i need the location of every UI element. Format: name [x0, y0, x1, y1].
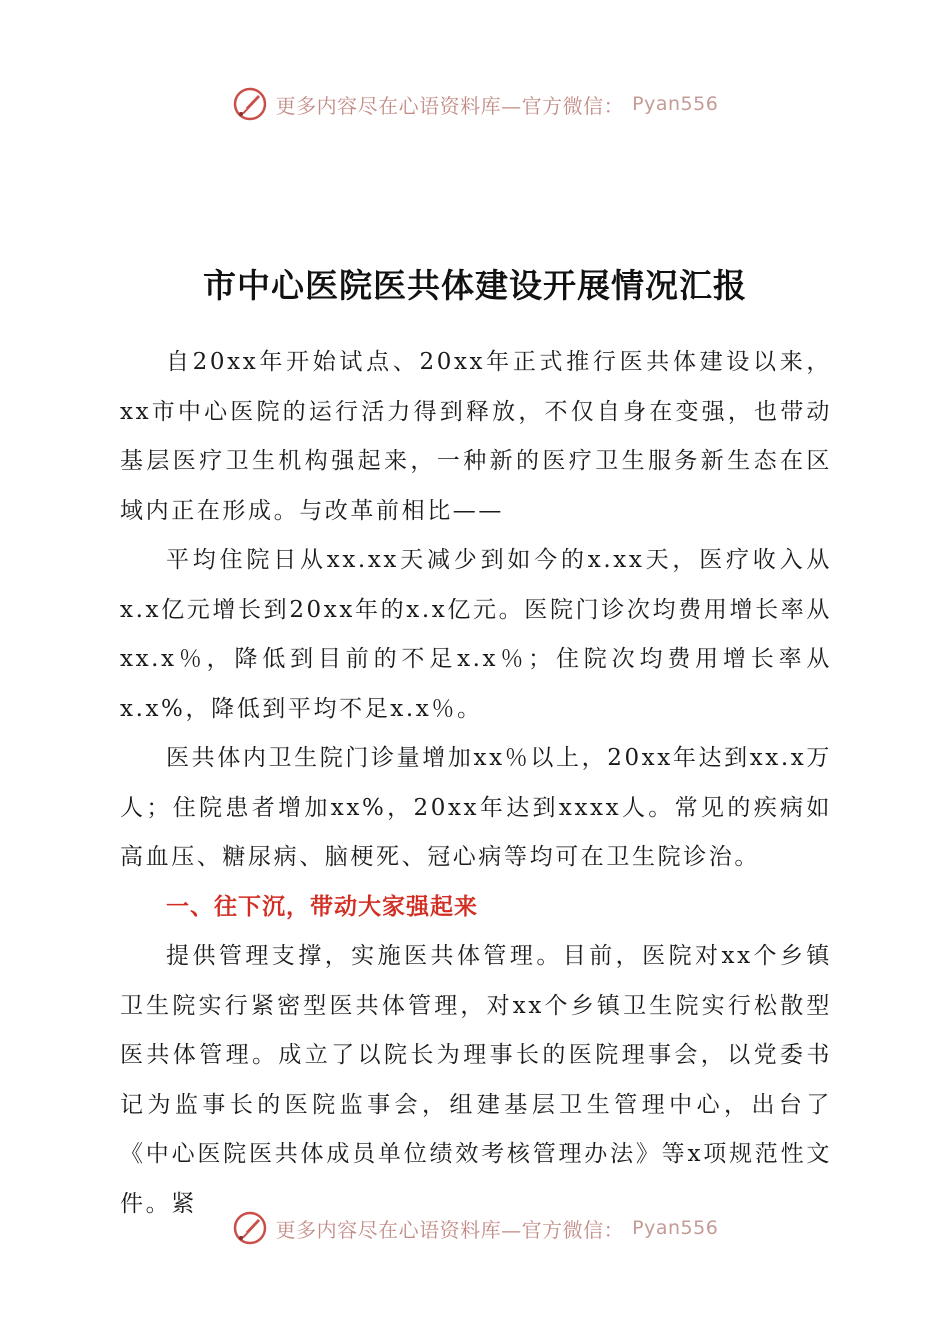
- quill-logo-icon: [232, 86, 268, 122]
- banner-text: 更多内容尽在心语资料库—官方微信：: [275, 1217, 625, 1242]
- section-heading: 一、往下沉，带动大家强起来: [166, 893, 478, 920]
- document-body: [120, 338, 832, 1229]
- body-paragraph: 自20xx年开始试点、20xx年正式推行医共体建设以来，xx市中心医院的运行活力得到释放，不仅自身在变强，也带动基层医疗卫生机构强起来，一种新的医疗卫生服务新生态在区域内正在形成。与改革前相比——: [120, 349, 832, 524]
- quill-logo-icon: [232, 1210, 268, 1246]
- banner-wechat-id: Pyan556: [632, 93, 719, 115]
- banner-text: 更多内容尽在心语资料库—官方微信：: [275, 93, 625, 118]
- body-paragraph: 提供管理支撑，实施医共体管理。目前，医院对xx个乡镇卫生院实行紧密型医共体管理，对xx个乡镇卫生院实行松散型医共体管理。成立了以院长为理事长的医院理事会，以党委书记为监事长的医院监事会，组建基层卫生管理中心，出台了《中心医院医共体成员单位绩效考核管理办法》等x项规范性文件。紧: [120, 943, 832, 1217]
- body-paragraph: 平均住院日从xx.xx天减少到如今的x.xx天，医疗收入从x.x亿元增长到20xx年的x.x亿元。医院门诊次均费用增长率从xx.x％，降低到目前的不足x.x％；住院次均费用增长率从x.x%，降低到平均不足x.x％。: [120, 547, 832, 722]
- document-title: 市中心医院医共体建设开展情况汇报: [203, 266, 747, 305]
- header-banner: [0, 82, 950, 126]
- footer-banner: [0, 1206, 950, 1250]
- body-paragraph: 医共体内卫生院门诊量增加xx％以上，20xx年达到xx.x万人；住院患者增加xx%，20xx年达到xxxx人。常见的疾病如高血压、糖尿病、脑梗死、冠心病等均可在卫生院诊治。: [120, 745, 832, 870]
- banner-wechat-id: Pyan556: [632, 1217, 719, 1239]
